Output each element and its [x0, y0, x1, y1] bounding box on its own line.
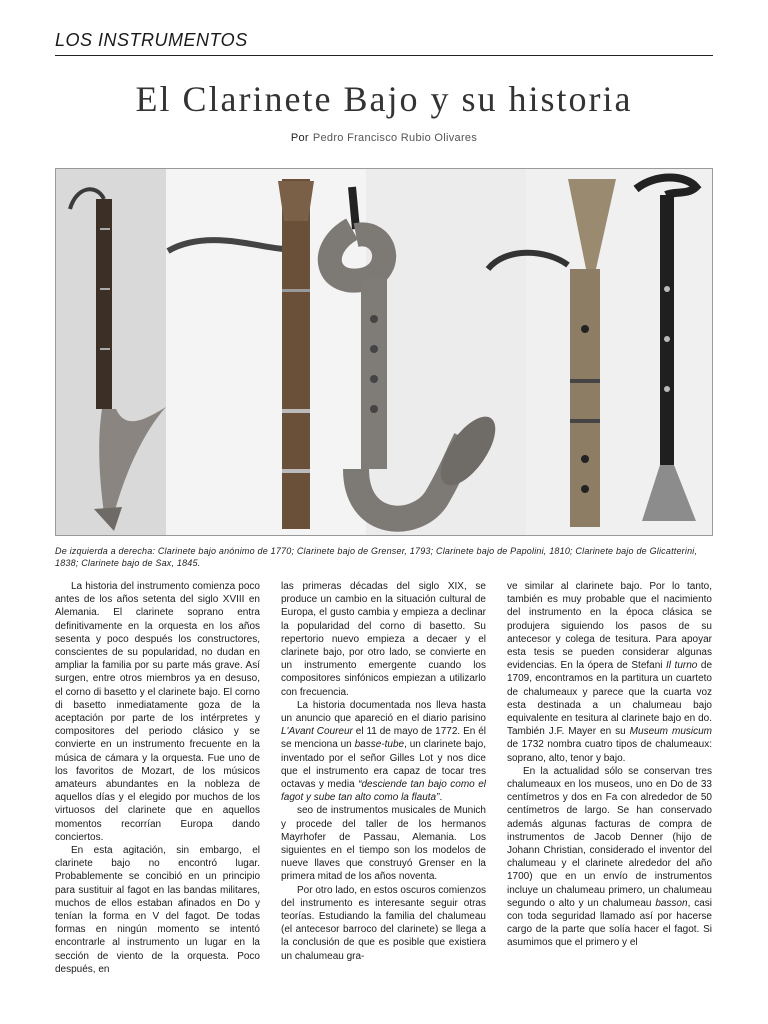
header-rule — [55, 55, 713, 56]
paragraph — [507, 580, 712, 765]
newspaper-title: L'Avant Coureur — [281, 726, 353, 738]
text-run: . — [439, 792, 443, 804]
author-name: Pedro Francisco Rubio Olivares — [312, 132, 478, 144]
paragraph: seo de instrumentos musicales de Munich y procede del taller de los hermanos Mayrhofer de Passau, Alemania. Los siguientes en el tiempo son los modelos de nueve llaves que construyó Grenser en la primera mitad de los años noventa. — [281, 805, 486, 883]
figure-caption: De izquierda a derecha: Clarinete bajo anónimo de 1770; Clarinete bajo de Grenser, 1793; Clarinete bajo de Papolini, 1810; Clarinete bajo de Glicatterini, 1838; Clarinete bajo de Sax, 1845. — [55, 546, 698, 568]
paragraph: La historia del instrumento comienza poco antes de los años setenta del siglo XVIII en Alemania. El clarinete soprano entra definitivamente en la orquesta en los años sesenta y poco después los constructores, conscientes de su popularidad, no dudan en ampliar la familia por su parte más grave. Así surgen, entre otros miembros ya en desuso, el corno di basetto y el clarinete bajo. El corno di basetto inmediatamente goza de la aceptación por parte de los intérpretes y compositores del periodo clásico y se convierte en un instrumento frecuente en la música de cámara y la orquesta. Fue uno de los favoritos de Mozart, de los músicos amateurs abundantes en la nobleza de aquellos días y el elegido por muchos de los virtuosos del clarinete que en aquellos momentos recorrían Europa dando conciertos. — [55, 581, 260, 843]
text-run: de 1732 nombra cuatro tipos de chalumeaux: soprano, alto, tenor y bajo. — [507, 739, 712, 764]
text-column-3 — [507, 580, 712, 1020]
text-run: , un clarinete bajo, inventado por el señor Gilles Lot y nos dice que el instrumento era capaz de tocar tres octavas y media — [281, 739, 486, 791]
text-run: , casi con toda seguridad llamado así por hacerse cargo de la parte que solía hacer el fagot. Si asumimos que el primero y el — [507, 897, 712, 949]
text-run: de 1709, encontramos en la partitura un cuarteto de chalumeaux y parece que la cuarta voz esta destinada a un chalumeau bajo equivalente en tesitura al clarinete bajo en do. También J.F. Mayer en su — [507, 660, 712, 738]
book-title: Museum musicum — [629, 726, 712, 738]
term-basson: basson — [655, 897, 688, 909]
text-run: el 11 de mayo de 1772. En él se menciona un — [281, 726, 486, 751]
text-column-2 — [281, 580, 486, 1020]
section-label: LOS INSTRUMENTOS — [55, 30, 248, 50]
text-run: En la actualidad sólo se conservan tres chalumeaux en los museos, uno en Do de 33 centímetros y dos en Fa con alrededor de 50 centímetros de largo. Se han conservado además algunas facturas de compra de instrumentos de Jacob Denner (hijo de Johann Christian, considerado el inventor del chalumeau y el clarinete alrededor del año 1700) que en un envío de instrumentos incluye un chalumeau primero, un chalumeau segundo o alto y un chalumeau — [507, 765, 712, 909]
quotation: “desciende tan bajo como el fagot y sube tan alto como la flauta” — [281, 779, 486, 804]
term-basse-tube: basse-tube — [354, 739, 405, 751]
paragraph — [507, 765, 712, 950]
paragraph: Por otro lado, en estos oscuros comienzos del instrumento es interesante seguir otras teorías. Estudiando la familia del chalumeau (el antecesor barroco del clarinete) se llega a la conclusión de que es posible que existiera un chalumeau gra- — [281, 884, 486, 962]
text-column-1 — [55, 580, 260, 1020]
paragraph: las primeras décadas del siglo XIX, se produce un cambio en la situación cultural de Europa, el gusto cambia y empieza a declinar la popularidad del corno di basetto. Su repertorio nuevo empieza a decaer y el clarinete bajo, por otro lado, se convierte en un instrumento emergente cuando los compositores sinfónicos empiezan a utilizarlo con frecuencia. — [281, 581, 486, 698]
text-run: La historia documentada nos lleva hasta un anuncio que apareció en el diario parisino — [281, 699, 486, 725]
text-run: ve similar al clarinete bajo. Por lo tanto, también es muy probable que el nacimiento del instrumento en la época clásica se produjera siguiendo los pasos de su antecesor y colega de tesitura. Para apoyar esta tesis se pueden considerar algunas evidencias. En la ópera de Stefani — [507, 581, 712, 672]
byline-prefix: Por — [290, 132, 309, 144]
paragraph — [281, 699, 486, 805]
instruments-photo — [55, 168, 713, 536]
byline — [55, 132, 713, 144]
opera-title: Il turno — [666, 660, 698, 672]
paragraph: En esta agitación, sin embargo, el clarinete bajo no encontró lugar. Probablemente se concibió en un principio para sustituir al fagot en las bandas militares, muchos de ellos estaban afinados en Do y tenían la forma en V del fagot. De todas formas en ningún momento se intentó encontrarle al instrumento un lugar en la sección de viento de la orquesta. Poco después, en — [55, 845, 260, 975]
article-title: El Clarinete Bajo y su historia — [135, 79, 633, 119]
